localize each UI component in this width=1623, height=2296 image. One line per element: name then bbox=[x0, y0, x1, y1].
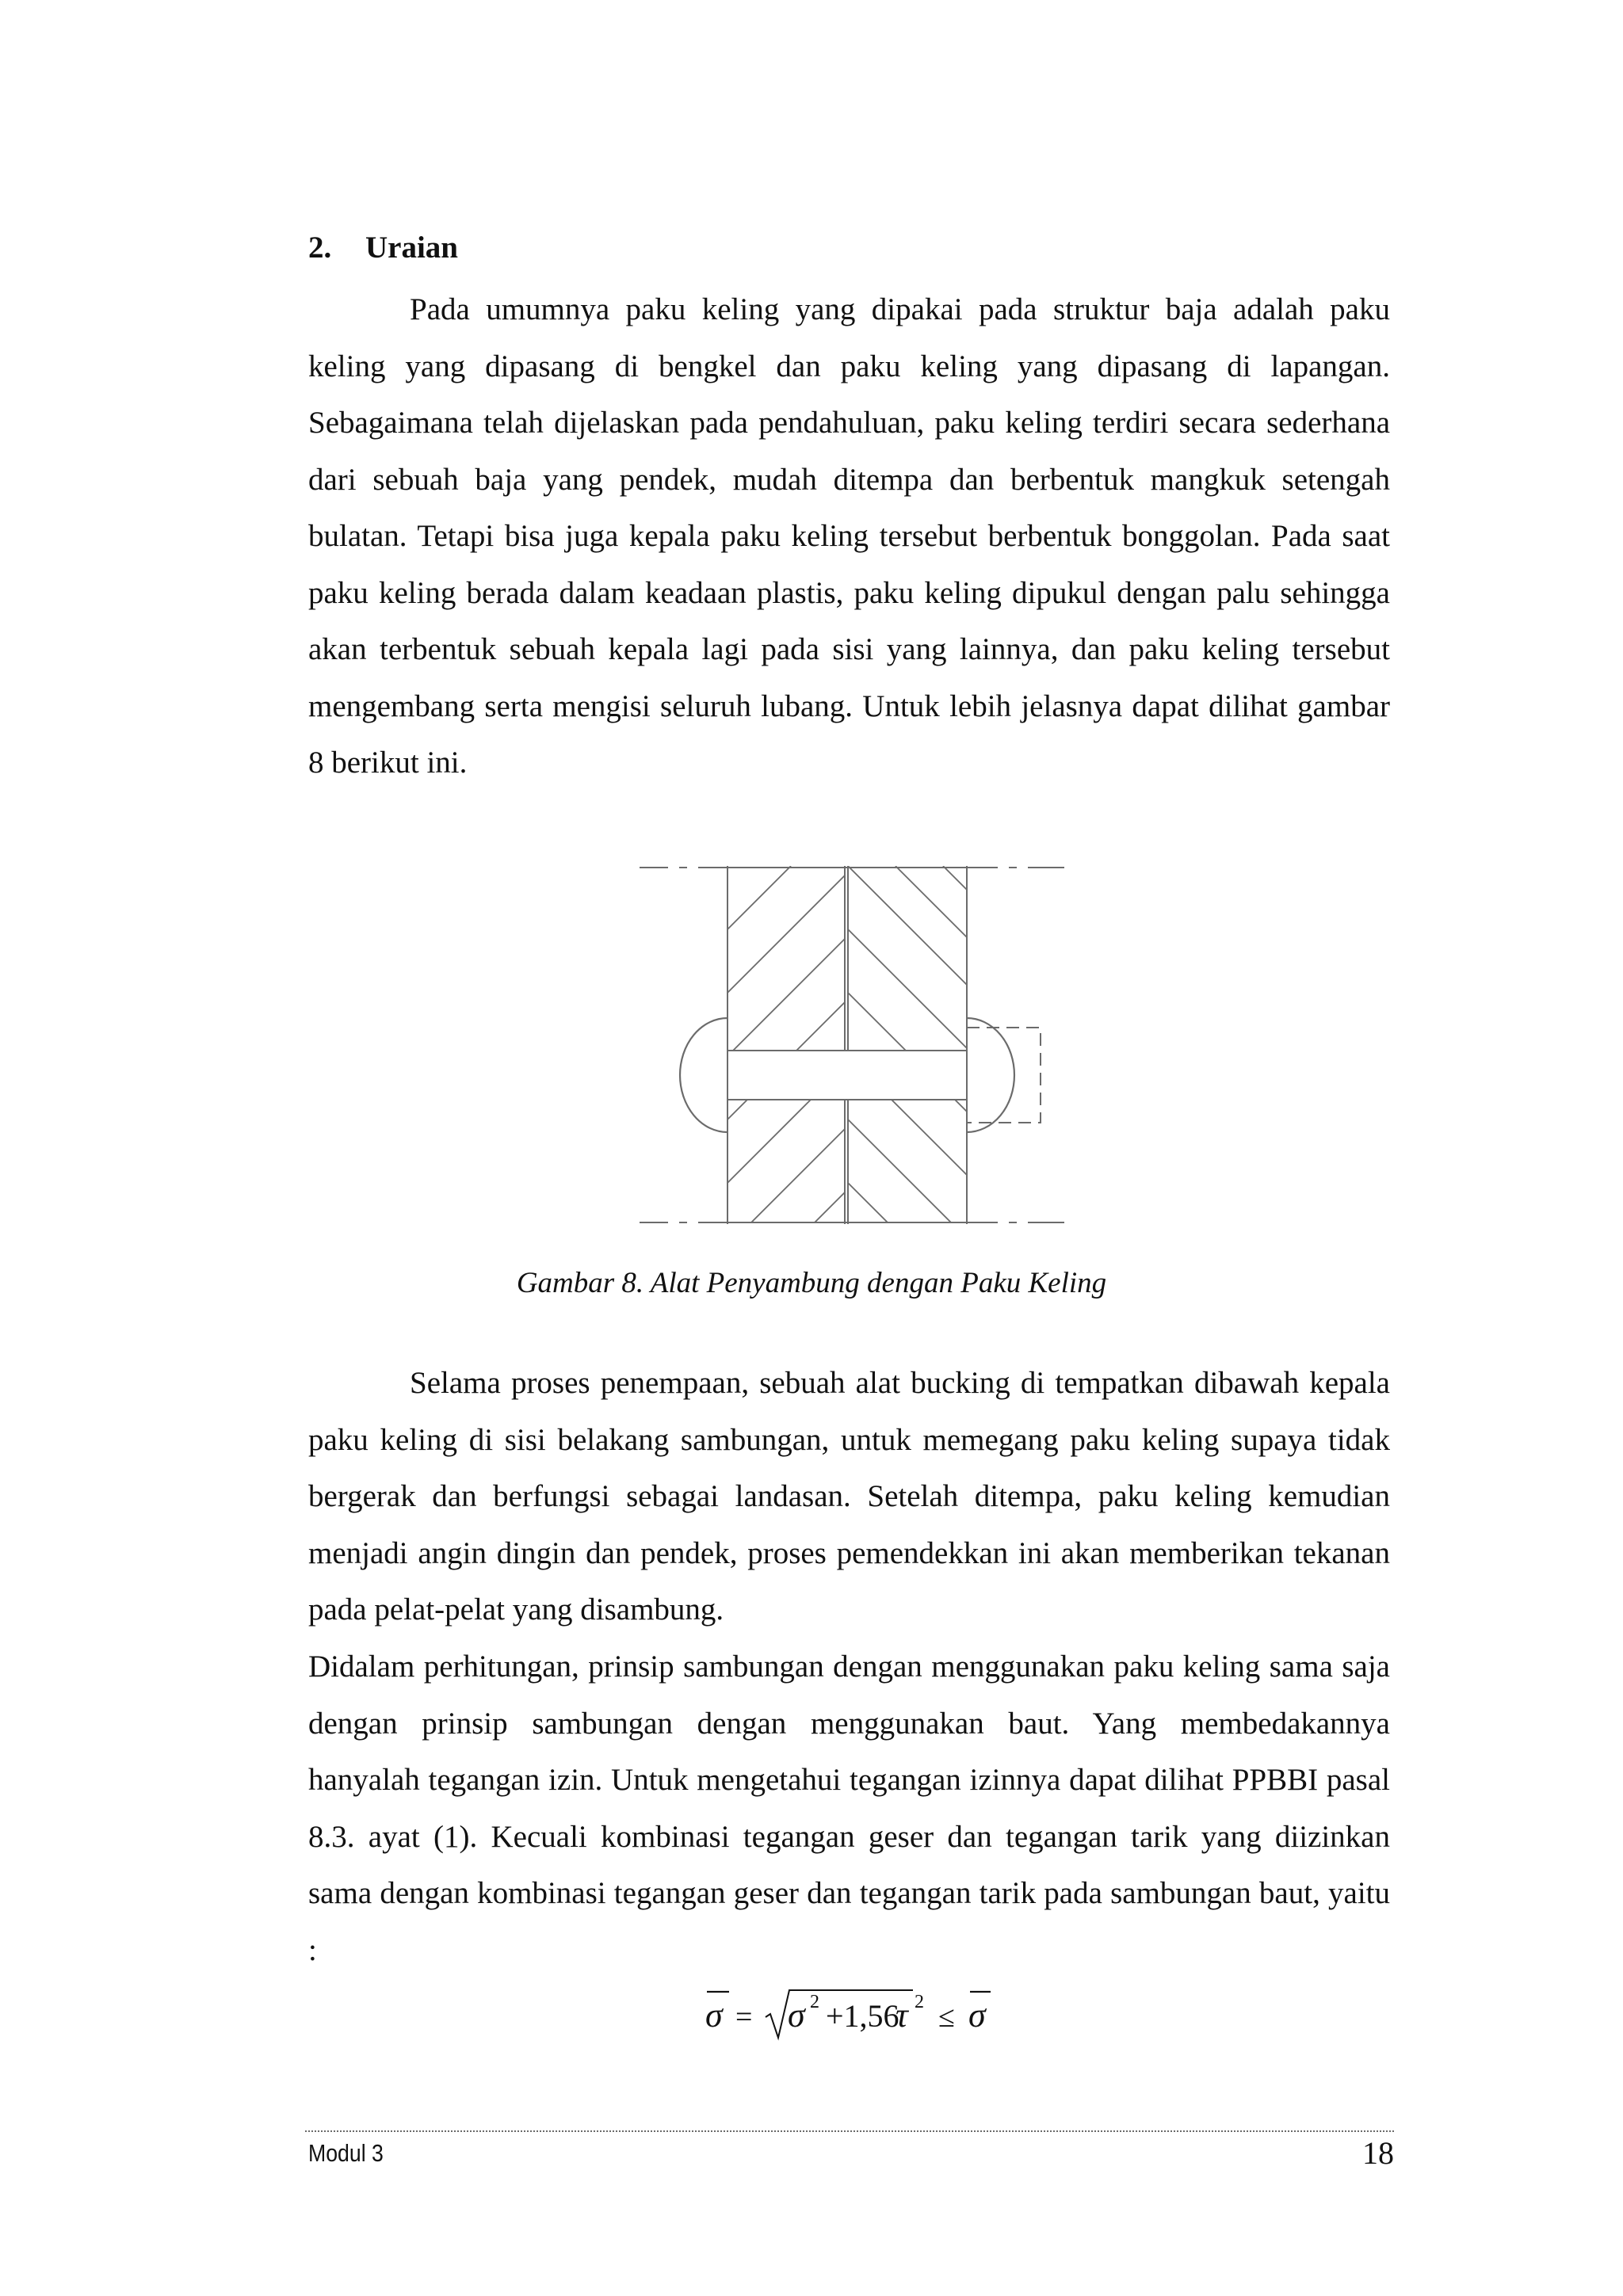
paragraph-1 bbox=[308, 281, 1390, 791]
rhs-sigma: σ bbox=[968, 1996, 986, 2035]
rivet-joint-drawing bbox=[630, 860, 1074, 1232]
section-heading bbox=[308, 230, 458, 265]
paragraph-2 bbox=[308, 1355, 1390, 1638]
section-number: 2. bbox=[308, 231, 332, 265]
tau: τ bbox=[896, 1996, 908, 2035]
footer-module: Modul 3 bbox=[308, 2139, 384, 2167]
paragraph-2-text: Selama proses penempaan, sebuah alat bucking di tempatkan dibawah kepala paku keling di sisi belakang sambungan, untuk memegang paku keling supaya tidak bergerak dan berfungsi sebagai landasan. Setelah ditempa, paku keling kemudian menjadi angin dingin dan pendek, proses pemendekkan ini akan memberikan tekanan pada pelat-pelat yang disambung. bbox=[308, 1366, 1390, 1627]
exponent-2: 2 bbox=[915, 1992, 924, 2012]
paragraph-1-text: Pada umumnya paku keling yang dipakai pada struktur baja adalah paku keling yang dipasang di bengkel dan paku keling yang dipasang di lapangan. Sebagaimana telah dijelaskan pada pendahuluan, paku keling terdiri secara sederhana dari sebuah baja yang pendek, mudah ditempa dan berbentuk mangkuk setengah bulatan. Tetapi bisa juga kepala paku keling tersebut berbentuk bonggolan. Pada saat paku keling berada dalam keadaan plastis, paku keling dipukul dengan palu sehingga akan terbentuk sebuah kepala lagi pada sisi yang lainnya, dan paku keling tersebut mengembang serta mengisi seluruh lubang. Untuk lebih jelasnya dapat dilihat gambar 8 berikut ini. bbox=[308, 292, 1390, 780]
page-number: 18 bbox=[1362, 2135, 1394, 2171]
lhs-sigma: σ bbox=[705, 1996, 723, 2035]
radicand-sigma: σ bbox=[788, 1996, 805, 2035]
formula bbox=[697, 1981, 1014, 2044]
footer-divider bbox=[305, 2130, 1394, 2132]
figure-caption: Gambar 8. Alat Penyambung dengan Paku Keling bbox=[516, 1267, 1107, 1299]
leq-sign: ≤ bbox=[938, 2000, 955, 2034]
section-title: Uraian bbox=[365, 231, 458, 265]
exponent-1: 2 bbox=[810, 1992, 819, 2012]
coefficient: +1,56 bbox=[826, 1998, 899, 2034]
stress-formula bbox=[697, 1981, 1014, 2044]
rivet-joint-figure bbox=[630, 860, 1074, 1232]
equals-sign: = bbox=[735, 2000, 753, 2034]
paragraph-3: Didalam perhitungan, prinsip sambungan dengan menggunakan paku keling sama saja dengan prinsip sambungan dengan menggunakan baut. Yang membedakannya hanyalah tegangan izin. Untuk mengetahui tegangan izinnya dapat dilihat PPBBI pasal 8.3. ayat (1). Kecuali kombinasi tegangan geser dan tegangan tarik yang diizinkan sama dengan kombinasi tegangan geser dan tegangan tarik pada sambungan baut, yaitu : bbox=[308, 1650, 1390, 1967]
